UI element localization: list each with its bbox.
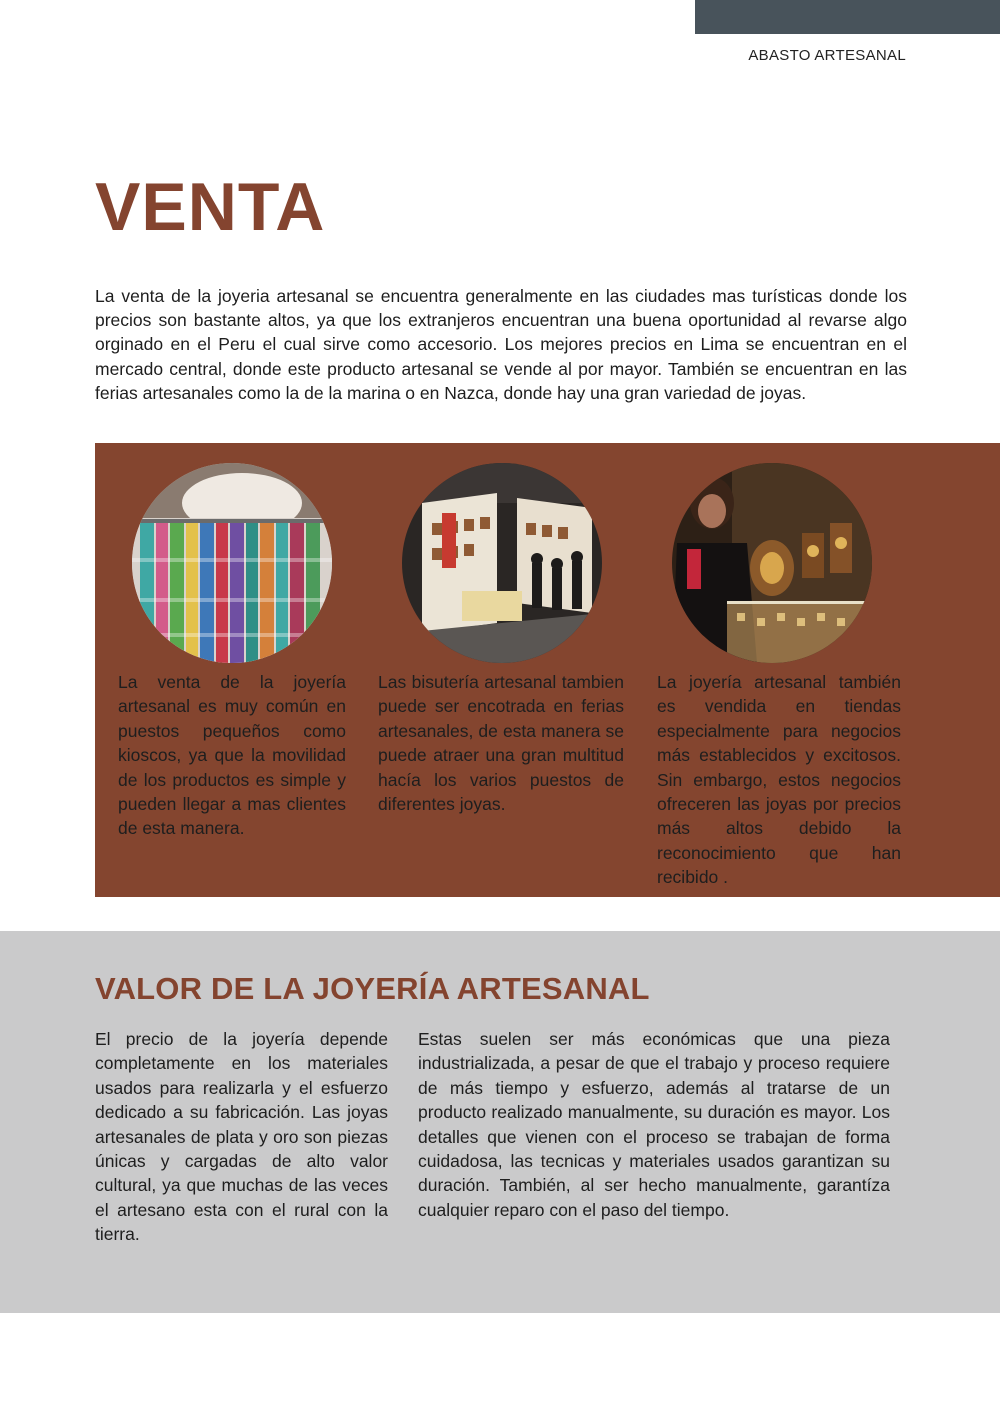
fair-photo-image xyxy=(402,463,602,663)
value-title: VALOR DE LA JOYERÍA ARTESANAL xyxy=(95,971,650,1006)
fair-photo xyxy=(402,463,602,663)
section-label: ABASTO ARTESANAL xyxy=(748,47,906,64)
caption-fair: Las bisutería artesanal tambien puede ser encotrada en ferias artesanales, de esta manera se puede atraer una gran multitud hacía los varios puestos de diferentes joyas. xyxy=(378,672,624,815)
kiosk-photo-image xyxy=(132,463,332,663)
value-section xyxy=(0,931,1000,1313)
header-bar xyxy=(695,0,1000,34)
shop-photo-image xyxy=(672,463,872,663)
value-column-right: Estas suelen ser más económicas que una pieza industrializada, a pesar de que el trabajo y proceso requiere de más tiempo y esfuerzo, además al tratarse de un producto realizado manualmente, su duración es mayor. Los detalles que vienen con el proceso se trabajan de forma cuidadosa, las tecnicas y materiales usados garantizan su duración. También, al ser hecho manualmente, garantíza cualquier reparo con el paso del tiempo. xyxy=(418,1029,890,1220)
value-column-left: El precio de la joyería depende completamente en los materiales usados para realizarla y el esfuerzo dedicado a su fabricación. Las joyas artesanales de plata y oro son piezas únicas y cargadas de alto valor cultural, ya que muchas de las veces el artesano esta con el rural con la tierra. xyxy=(95,1029,388,1245)
caption-shop: La joyería artesanal también es vendida en tiendas especialmente para negocios más establecidos y excitosos. Sin embargo, estos negocios ofreceren las joyas por precios más altos debido la reconocimiento que han recibido . xyxy=(657,672,901,888)
sales-panel xyxy=(95,443,1000,897)
caption-kiosk: La venta de la joyería artesanal es muy común en puestos pequeños como kioscos, ya que la movilidad de los productos es simple y pueden llegar a mas clientes de esta manera. xyxy=(118,672,346,839)
intro-paragraph: La venta de la joyeria artesanal se encuentra generalmente en las ciudades mas turísticas donde los precios son bastante altos, ya que los extranjeros encuentran una buena oportunidad al revarse algo orginado en el Peru el cual sirve como accesorio. Los mejores precios en Lima se encuentran en el mercado central, donde este producto artesanal se vende al por mayor. También se encuentran en las ferias artesanales como la de la marina o en Nazca, donde hay una gran variedad de joyas. xyxy=(95,286,907,403)
shop-photo xyxy=(672,463,872,663)
page-title: VENTA xyxy=(95,169,326,245)
kiosk-photo xyxy=(132,463,332,663)
